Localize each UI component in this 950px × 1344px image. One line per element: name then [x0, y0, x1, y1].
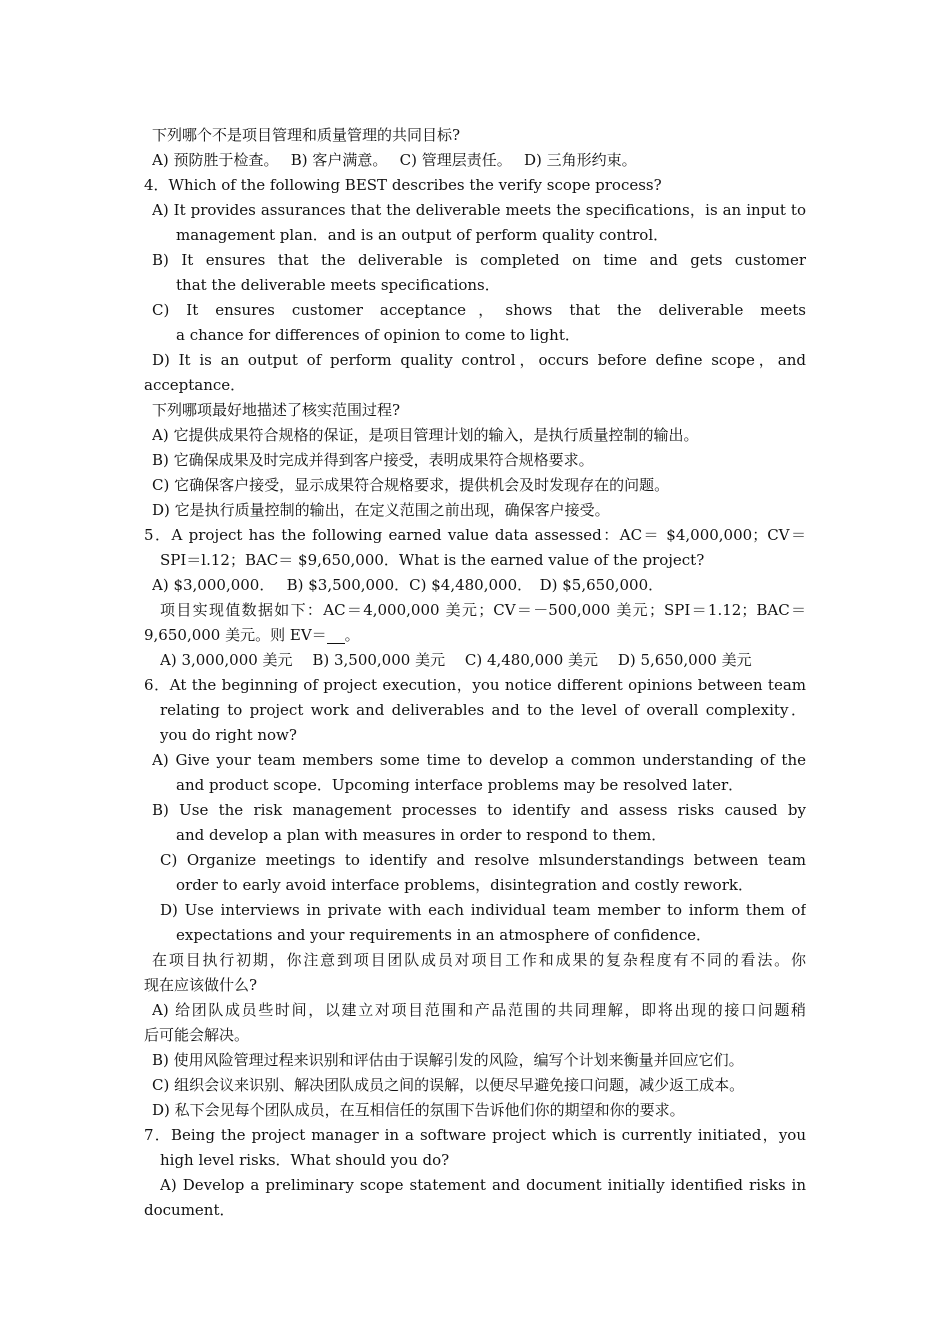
question-4-option-b-cont: that the deliverable meets specifications． [176, 276, 500, 294]
question-6-option-a-cont: and product scope．Upcoming interface problems may be resolved later． [176, 776, 744, 794]
question-6-stem-cont-2: you do right now? [160, 726, 297, 744]
question-4-zh-option-c: C) 它确保客户接受，显示成果符合规格要求，提供机会及时发现存在的问题。 [152, 476, 670, 494]
question-6-option-a: A) Give your team members some time to develop a common understanding of the [152, 751, 806, 769]
question-5-zh-stem: 项目实现值数据如下：AC＝4,000,000 美元；CV＝－500,000 美元；SPI＝1.12；BAC＝ [160, 601, 806, 619]
question-6-stem-cont-1: relating to project work and deliverables and to the level of overall complexity． [160, 701, 806, 719]
question-3-zh-options: A) 预防胜于检查。 B) 客户满意。 C) 管理层责任。 D) 三角形约束。 [152, 151, 637, 169]
question-4-option-c-cont: a chance for differences of opinion to come to light． [176, 326, 580, 344]
question-5-zh-text: 9,650,000 美元。则 EV＝ [144, 626, 327, 644]
question-4-option-c: C) It ensures customer acceptance，shows that the deliverable meets [152, 301, 806, 319]
question-6-option-b-cont: and develop a plan with measures in order to respond to them． [176, 826, 667, 844]
question-6-zh-option-a: A) 给团队成员些时间，以建立对项目范围和产品范围的共同理解，即将出现的接口问题稍 [152, 1001, 806, 1019]
question-5-options: A) $3,000,000． B) $3,500,000．C) $4,480,000． D) $5,650,000． [152, 576, 664, 594]
question-6-option-b: B) Use the risk management processes to identify and assess risks caused by [152, 801, 806, 819]
question-6-zh-option-c: C) 组织会议来识别、解决团队成员之间的误解，以便尽早避免接口问题，减少返工成本。 [152, 1076, 745, 1094]
question-4-zh-option-b: B) 它确保成果及时完成并得到客户接受，表明成果符合规格要求。 [152, 451, 594, 469]
question-7-stem-cont: high level risks．What should you do? [160, 1151, 450, 1169]
question-5-zh-end: 。 [344, 626, 360, 644]
question-6-zh-stem: 在项目执行初期，你注意到项目团队成员对项目工作和成果的复杂程度有不同的看法。你 [152, 951, 806, 969]
answer-blank [327, 627, 345, 644]
question-6-stem: 6．At the beginning of project execution，you notice different opinions between team [144, 676, 806, 694]
question-6-option-c: C) Organize meetings to identify and resolve mlsunderstandings between team [160, 851, 806, 869]
question-6-zh-option-a-cont: 后可能会解决。 [144, 1026, 250, 1044]
question-5-stem-cont: SPI＝l.12；BAC＝ $9,650,000．What is the earned value of the project? [160, 551, 705, 569]
question-4-zh-option-d: D) 它是执行质量控制的输出，在定义范围之前出现，确保客户接受。 [152, 501, 610, 519]
question-5-zh-stem-cont [144, 623, 806, 648]
question-6-option-d: D) Use interviews in private with each individual team member to inform them of [160, 901, 806, 919]
question-6-option-d-cont: expectations and your requirements in an atmosphere of confidence． [176, 926, 711, 944]
question-4-option-b: B) It ensures that the deliverable is completed on time and gets customer [152, 251, 806, 269]
question-3-zh-stem: 下列哪个不是项目管理和质量管理的共同目标? [152, 126, 461, 144]
question-4-option-a-cont: management plan．and is an output of perform quality control． [176, 226, 669, 244]
question-5-stem: 5．A project has the following earned value data assessed：AC＝ $4,000,000；CV＝ [144, 526, 806, 544]
question-7-stem: 7．Being the project manager in a software project which is currently initiated，you [144, 1126, 806, 1144]
question-6-option-c-cont: order to early avoid interface problems，disintegration and costly rework． [176, 876, 753, 894]
question-6-zh-option-d: D) 私下会见每个团队成员，在互相信任的氛围下告诉他们你的期望和你的要求。 [152, 1101, 685, 1119]
question-4-zh-option-a: A) 它提供成果符合规格的保证，是项目管理计划的输入，是执行质量控制的输出。 [152, 426, 699, 444]
question-6-zh-stem-cont: 现在应该做什么? [144, 976, 258, 994]
question-4-stem: 4．Which of the following BEST describes the verify scope process? [144, 176, 662, 194]
question-5-zh-options: A) 3,000,000 美元 B) 3,500,000 美元 C) 4,480,000 美元 D) 5,650,000 美元 [160, 651, 752, 669]
question-4-option-d-cont: acceptance． [144, 376, 246, 394]
question-7-option-a-cont: document． [144, 1201, 235, 1219]
question-4-option-a: A) It provides assurances that the deliverable meets the specifications，is an input to [152, 201, 806, 219]
question-4-option-d: D) It is an output of perform quality control，occurs before define scope，and [152, 351, 806, 369]
question-7-option-a: A) Develop a preliminary scope statement and document initially identified risks in [160, 1176, 806, 1194]
question-4-zh-stem: 下列哪项最好地描述了核实范围过程? [152, 401, 401, 419]
question-6-zh-option-b: B) 使用风险管理过程来识别和评估由于误解引发的风险，编写个计划来衡量并回应它们。 [152, 1051, 744, 1069]
